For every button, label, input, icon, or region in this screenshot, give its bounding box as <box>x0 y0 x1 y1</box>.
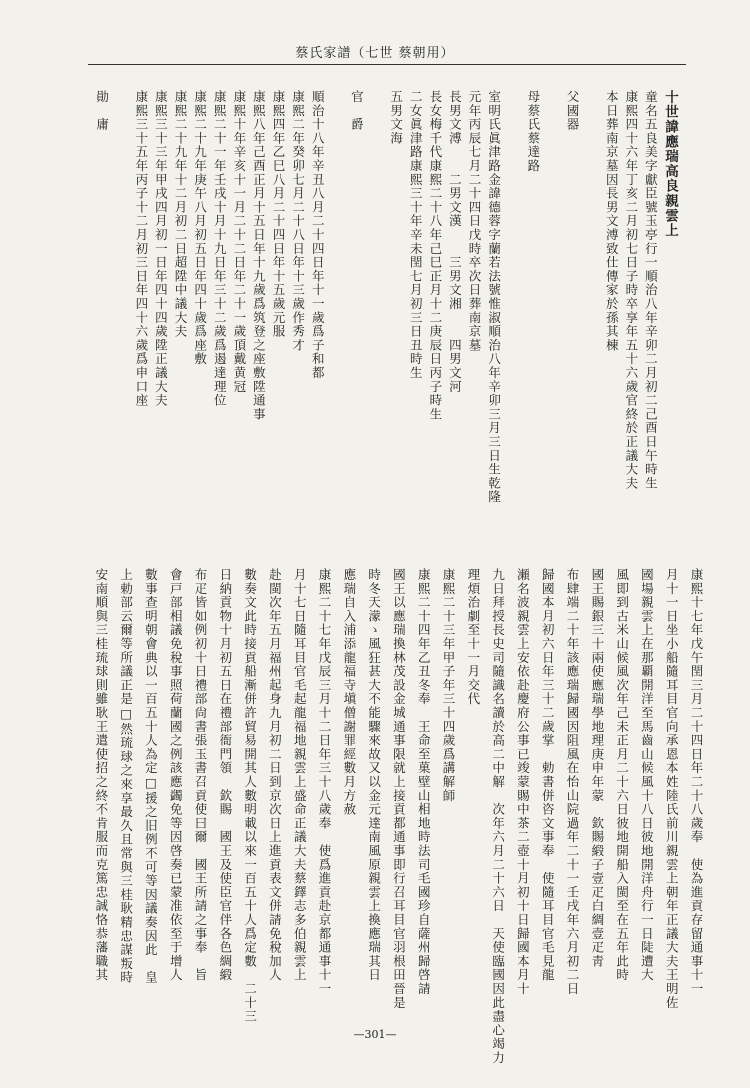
upper-column: 童名五良美字獻臣號玉亭行一順治八年辛卯二月初二己酉日午時生 <box>643 90 659 491</box>
upper-column: 官 爵 <box>349 90 365 132</box>
upper-column: 康熙二十一年壬戌十月十九日年三十二歲爲遏達理位 <box>212 90 228 408</box>
upper-column: 順治十八年辛丑八月二十四日年十一歲爲子和都 <box>310 90 326 380</box>
lower-column: 月十七日隨耳目官毛起龍福地親雲上盛命正議大夫蔡鐸志多伯親雲上 <box>292 568 308 982</box>
lower-column: 風即到古米山候風次年己未正月二十六日彼地開船入閩至在五年此時 <box>614 568 630 982</box>
upper-column: 康熙二年癸卯七月二十八日年十三歲作秀才 <box>290 90 306 353</box>
upper-column: 勛 庸 <box>94 90 110 132</box>
header-rule <box>88 64 686 65</box>
lower-column: 九日拜授長史司隨識名讀於高二中解 次年六月二十六日 天使臨國因此盡心竭力 <box>490 568 506 1065</box>
upper-column: 康熙四十六年丁亥二月初七日子時卒享年五十六歲官終於正議大夫 <box>623 90 639 491</box>
upper-column: 康熙三十三年甲戌四月初一日年四十四歲陞正議大夫 <box>153 90 169 408</box>
lower-column: 時冬天濛ゝ風狂甚大不能驟來故又以金元達南風原親雲上換應瑞其日 <box>366 568 382 982</box>
upper-column: 二女眞津路康熙三十年辛未閏七月初三日丑時生 <box>408 90 424 380</box>
lower-column: 布疋皆如例初十日禮部尙書張玉書召貢使曰爾 國王所請之事奉 旨 <box>193 568 208 982</box>
page-number: —301— <box>353 1028 397 1041</box>
upper-column: 母蔡氏蔡達路 <box>525 90 541 173</box>
upper-column: 室明氏眞津路金諱德蓉字蘭若法號惟淑順治八年辛卯三月三日生乾隆 <box>486 90 502 504</box>
lower-column: 布肆端二十年該應瑞歸國因阻風在怡山院過年二十一壬戌年六月初二日 <box>565 568 580 996</box>
lower-column: 國王以應瑞換林茂設金城通事限就上接貢都通事即行召耳目官羽根田晉是 <box>391 568 407 1010</box>
lower-column: 數奏文此時接貢船漸併許貿易開其人數明載以來一百五十人爲定數 二十三 <box>242 568 258 1024</box>
lower-column: 應瑞自入浦添龍福寺塡僧謝罪經數月方赦 <box>341 568 357 817</box>
upper-column: 長女梅千代康熙二十八年己巳正月十二庚辰日丙子時生 <box>427 90 443 422</box>
upper-column: 康熙三十五年丙子十二月初三日年四十六歲爲申口座 <box>133 90 149 408</box>
lower-column: 康熙十七年戊午閏三月二十四日年二十八歲奉 使為進貢存留通事十一 <box>689 568 704 996</box>
lower-column: 赴閩次年五月福州起身九月初二日到京次日上進貢表文併請免稅加人 <box>267 568 283 982</box>
upper-column: 康熙十年辛亥十一月二十二日年二十一歲頂戴黄冠 <box>231 90 247 394</box>
lower-column: 瀬名波親雲上安依赴慶府公事已竣蒙賜中茶二壺十月初十日歸國本月十 <box>515 568 531 996</box>
lower-column: 日納貢物十月初五日在禮部衙門領 欽賜 國王及使臣官伴各色綢緞 <box>217 568 233 982</box>
upper-column: 長男文溥 二男文漢 三男文湘 四男文河 <box>447 90 463 394</box>
lower-column: 安南順與三桂琉球則雖耿王遣使招之終不肯服而克篤忠誠恪恭藩職其 <box>93 568 109 982</box>
lower-column: 康熙二十三年甲子年三十四歲爲講解師 <box>441 568 456 803</box>
lower-column: 上勅部云爾等所議正是□然琉球之來享最久且常與三桂耿精忠謀叛時 <box>118 568 134 985</box>
lower-column: 理煩治劇至十一月交代 <box>465 568 481 706</box>
lower-column: 國場親雲上在那覇開洋至馬齒山候風十八日彼地開洋舟行一日陡遭大 <box>639 568 655 982</box>
lower-column: 國王賜銀三十兩使應瑞學地理庚申年蒙 欽賜緞子壹疋白綢壹疋靑 <box>589 568 605 969</box>
running-header: 蔡氏家譜（七世 蔡朝用） <box>295 46 455 61</box>
lower-column: 數事查明朝會典以一百五十人為定□援之旧例不可等因議奏因此 皇 <box>143 568 159 985</box>
lower-column: 會戸部相議免稅事照荷蘭國之例該應蠲免等因啓奏已蒙准依至于增人 <box>168 568 184 982</box>
upper-column: 五男文海 <box>388 90 404 146</box>
lower-column: 歸國本月初六日年三十二歲掌 勅書併咨文事奉 使隨耳目官毛見龍 <box>540 568 556 982</box>
upper-column: 父國器 <box>565 90 580 132</box>
upper-column: 康熙二十九年十二月初二日超陞中議大夫 <box>173 90 188 339</box>
upper-column: 本日葬南京墓因長男文溥致仕傳家於孫其棟 <box>604 90 620 353</box>
lower-column: 月十一日坐小船隨耳目官向承恩本姓陸氏前川親雲上朝年正議大夫王明佐 <box>664 568 680 1010</box>
upper-column: 康熙八年己酉正月十五日年十九歲爲筑登之座敷陞通事 <box>251 90 267 422</box>
upper-column: 十世諱應瑞高良親雲上 <box>662 90 678 238</box>
upper-column: 康熙二十九年庚午八月初五日年四十歲爲座敷 <box>192 90 208 366</box>
lower-column: 康熙二十四年乙丑冬奉 王命至菓壁山相地時法司毛國珍自薩州歸啓請 <box>416 568 432 996</box>
upper-column: 康熙四年乙巳八月二十四日年十五歲元服 <box>271 90 286 339</box>
upper-column: 元年丙辰七月二十四日戊時卒次日葬南京墓 <box>467 90 482 353</box>
lower-column: 康熙二十七年戊辰三月十二日年三十八歲奉 使爲進貢赴京都通事十一 <box>317 568 332 996</box>
